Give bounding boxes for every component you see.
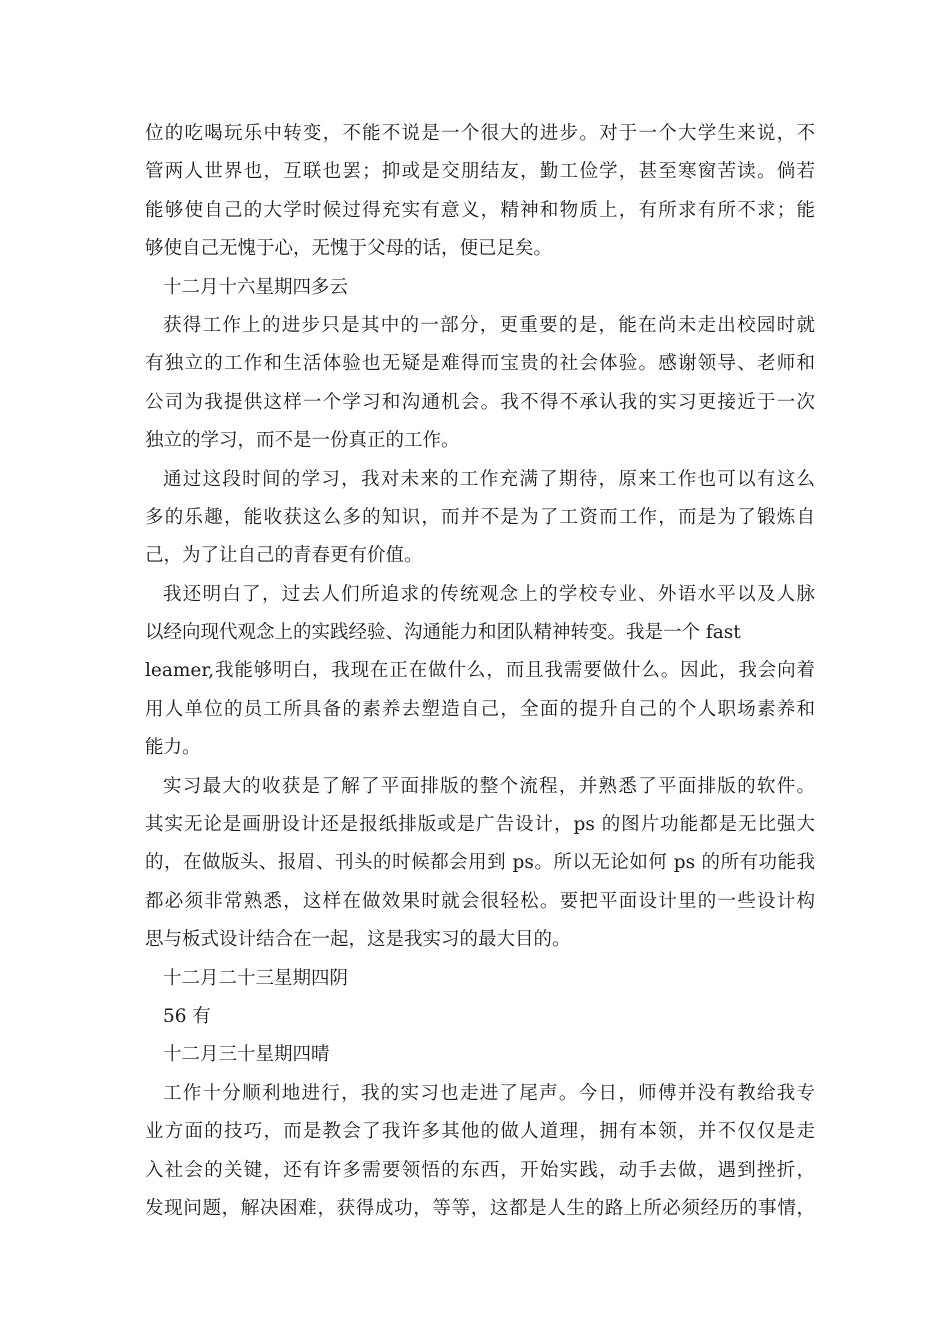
text-line: 的，在做版头、报眉、刊头的时候都会用到 ps。所以无论如何 ps 的所有功能我 (145, 852, 815, 874)
document-body (145, 115, 815, 1228)
text-line: 通过这段时间的学习，我对未来的工作充满了期待，原来工作也可以有这么 (163, 468, 815, 490)
text-line: 思与板式设计结合在一起，这是我实习的最大目的。 (145, 929, 571, 951)
text-line: 公司为我提供这样一个学习和沟通机会。我不得不承认我的实习更接近于一次 (145, 391, 815, 413)
text-line: 己，为了让自己的青春更有价值。 (145, 545, 423, 567)
text-line: 有独立的工作和生活体验也无疑是难得而宝贵的社会体验。感谢领导、老师和 (145, 353, 815, 375)
text-line: 管两人世界也，互联也罢；抑或是交朋结友，勤工俭学，甚至寒窗苦读。倘若 (145, 161, 815, 183)
text-line: 我还明白了，过去人们所追求的传统观念上的学校专业、外语水平以及人脉 (163, 583, 815, 605)
text-line: 位的吃喝玩乐中转变，不能不说是一个很大的进步。对于一个大学生来说，不 (145, 123, 815, 144)
text-line: 发现问题，解决困难，获得成功，等等，这都是人生的路上所必须经历的事情， (145, 1197, 815, 1219)
text-line: 实习最大的收获是了解了平面排版的整个流程，并熟悉了平面排版的软件。 (163, 775, 815, 797)
text-line: 用人单位的员工所具备的素养去塑造自己，全面的提升自己的个人职场素养和 (145, 698, 815, 720)
text-line: 业方面的技巧，而是教会了我许多其他的做人道理，拥有本领，并不仅仅是走 (145, 1121, 815, 1143)
text-line: 能力。 (145, 737, 201, 759)
text-line: 其实无论是画册设计还是报纸排版或是广告设计，ps 的图片功能都是无比强大 (145, 814, 815, 836)
text-line: 够使自己无愧于心，无愧于父母的话，便已足矣。 (145, 238, 553, 260)
text-line: 56 有 (163, 1005, 211, 1027)
text-line: 十二月三十星期四晴 (163, 1044, 330, 1066)
text-line: 获得工作上的进步只是其中的一部分，更重要的是，能在尚未走出校园时就 (163, 314, 815, 336)
text-line: 工作十分顺利地进行，我的实习也走进了尾声。今日，师傅并没有教给我专 (163, 1082, 815, 1104)
text-line: 十二月二十三星期四阴 (163, 967, 349, 989)
text-line: 以经向现代观念上的实践经验、沟通能力和团队精神转变。我是一个 fast (145, 622, 741, 644)
text-line: 能够使自己的大学时候过得充实有意义，精神和物质上，有所求有所不求；能 (145, 199, 815, 221)
text-line: 入社会的关键，还有许多需要领悟的东西，开始实践，动手去做，遇到挫折， (145, 1159, 815, 1181)
text-line: 十二月十六星期四多云 (163, 276, 349, 298)
text-line: leamer,我能够明白，我现在正在做什么，而且我需要做什么。因此，我会向着 (145, 660, 815, 682)
text-line: 都必须非常熟悉，这样在做效果时就会很轻松。要把平面设计里的一些设计构 (145, 890, 815, 912)
text-line: 多的乐趣，能收获这么多的知识，而并不是为了工资而工作，而是为了锻炼自 (145, 506, 815, 528)
text-line: 独立的学习，而不是一份真正的工作。 (145, 430, 460, 452)
